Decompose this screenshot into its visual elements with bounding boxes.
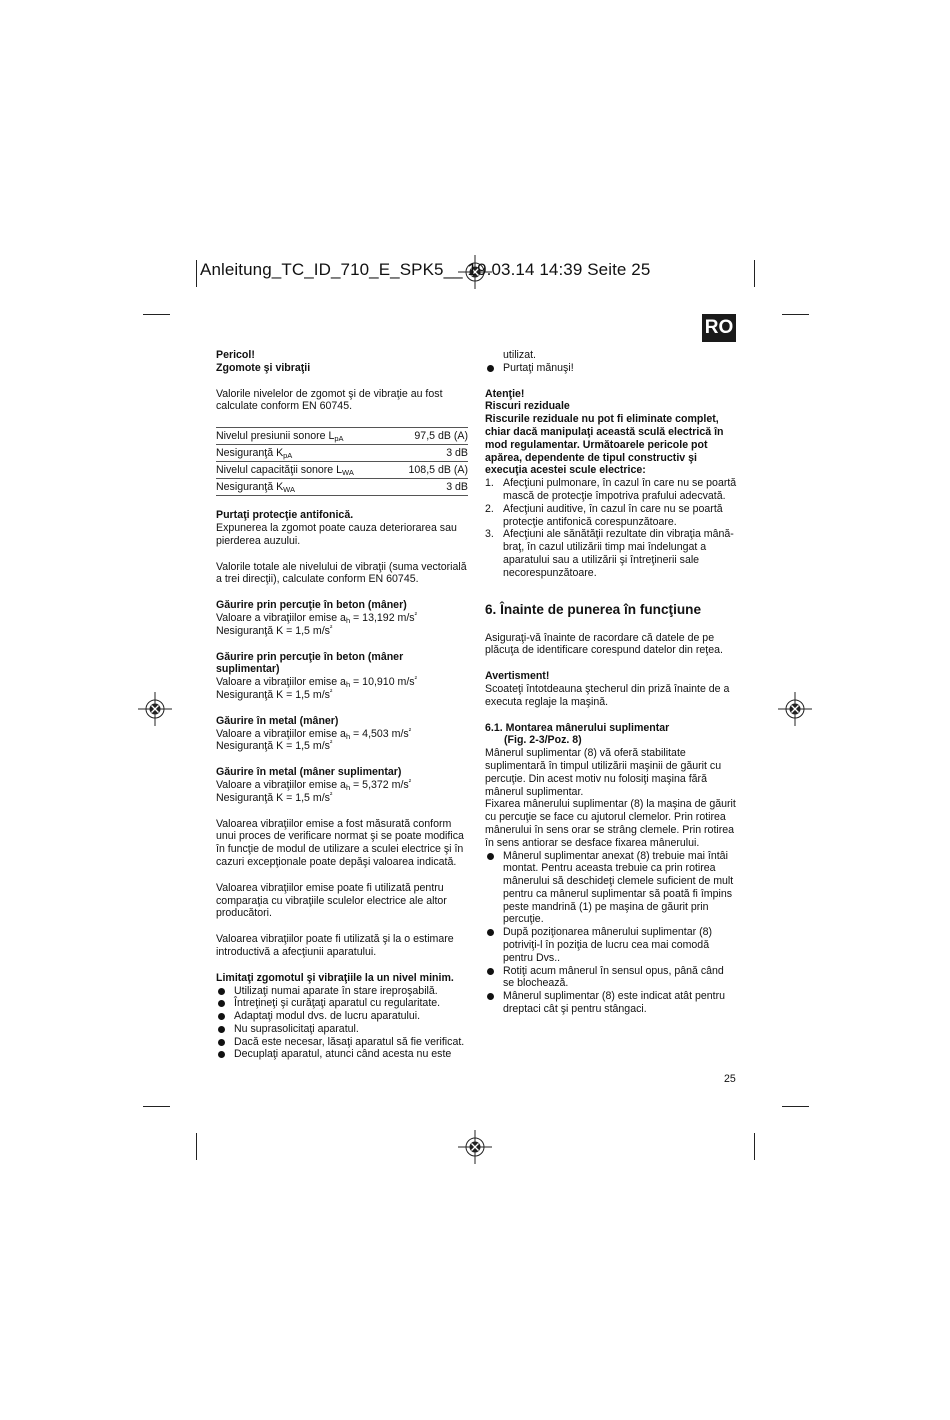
paragraph: Valoarea vibraţiilor emise a fost măsurată conform unui proces de verificare normat şi se poate modifica în funcţie de modul de utilizare a sculei electrice şi în cazuri excepţionale poate depăşi valoarea indicată. xyxy=(216,817,464,868)
crop-mark xyxy=(754,260,755,287)
crop-mark xyxy=(143,1106,170,1107)
continued-text: utilizat. xyxy=(503,349,536,361)
subsection-title-line2: (Fig. 2-3/Poz. 8) xyxy=(504,734,582,747)
subsection-text: Mânerul suplimentar (8) vă oferă stabilitate suplimentară în timpul utilizării maşinii de găurit cu percuţie. Din acest motiv nu folosiţi maşina fără mânerul suplimentar. xyxy=(485,747,722,798)
section-text: Asiguraţi-vă înainte de racordare că datele de pe plăcuţa de identificare corespund datelor din reţea. xyxy=(485,631,723,657)
slug-time: 14:39 xyxy=(539,260,583,279)
table-row: Nivelul capacităţii sonore $L_{WA}$ 108,5 dB (A) xyxy=(216,462,468,479)
list-item: Mânerul suplimentar anexat (8) trebuie mai întâi montat. Pentru aceasta trebuie ca prin rotirea mânerului să deschideţi clemele suficient de mult pentru ca mânerul suplimentar să poată fi împins peste mandrină (1) pe maşina de găurit prin percuţie. xyxy=(485,850,737,927)
table-row: Nesiguranţă $K_{WA}$ 3 dB xyxy=(216,479,468,496)
vibration-block-title: Găurire în metal (mâner suplimentar) xyxy=(216,766,402,779)
table-value: 97,5 dB (A) xyxy=(392,428,468,445)
crop-mark xyxy=(782,1106,809,1107)
table-value: 3 dB xyxy=(392,445,468,462)
page-number: 25 xyxy=(724,1073,736,1085)
intro-text: Valorile nivelelor de zgomot şi de vibraţie au fost calculate conform EN 60745. xyxy=(216,387,443,413)
subsection-text: Fixarea mânerului suplimentar (8) la maşina de găurit cu percuţie se face cu ajutorul clemelor. Prin rotirea mânerului în sens orar se strâng clemele. Prin rotirea în sens antiorar se desface fixarea mânerului. xyxy=(485,798,736,849)
list-item: Purtaţi mănuşi! xyxy=(485,362,737,375)
table-label: Nivelul presiunii sonore L xyxy=(216,430,335,443)
right-column xyxy=(485,349,737,1016)
vibration-total-text: Valorile totale ale nivelului de vibraţii (suma vectorială a trei direcţii), calculate conform EN 60745. xyxy=(216,560,467,586)
residual-title: Riscuri reziduale xyxy=(485,400,570,413)
table-value: 108,5 dB (A) xyxy=(392,462,468,479)
vibration-emission: Valoare a vibraţiilor emise $a_h = 4,503$ $m/s^{^2}$ xyxy=(216,727,412,741)
table-label: Nesiguranţă K xyxy=(216,481,284,494)
crop-mark xyxy=(196,1133,197,1160)
list-item: Întreţineţi şi curăţaţi aparatul cu regularitate. xyxy=(216,997,468,1010)
noise-table xyxy=(216,427,468,496)
vibration-emission: Valoare a vibraţiilor emise $a_h = 10,910$ $m/s^{^2}$ xyxy=(216,676,417,690)
paragraph: Valoarea vibraţiilor poate fi utilizată şi la o estimare introductivă a afecţiunii aparatului. xyxy=(216,933,454,958)
language-tab: RO xyxy=(702,314,736,342)
vibration-uncertainty: Nesiguranţă K = 1,5 $m/s^{^2}$ xyxy=(216,624,333,637)
list-item: Decuplaţi aparatul, atunci când acesta nu este xyxy=(216,1048,468,1061)
list-item: Rotiţi acum mânerul în sensul opus, până când se blochează. xyxy=(485,965,737,991)
list-item: 3. Afecţiuni ale sănătăţii rezultate din vibraţia mână-braţ, în cazul utilizării timp mai îndelungat a aparatului sau a utilizării şi întreţinerii sale necorespunzătoare. xyxy=(485,528,734,579)
warning-text: Scoateţi întotdeauna ştecherul din priză înainte de a executa reglaje la maşină. xyxy=(485,682,730,708)
list-item: Mânerul suplimentar (8) este indicat atât pentru dreptaci cât şi pentru stângaci. xyxy=(485,990,737,1016)
attention-title: Atenţie! xyxy=(485,387,525,400)
list-item: Dacă este necesar, lăsaţi aparatul să fie verificat. xyxy=(216,1036,468,1049)
vibration-emission: Valoare a vibraţiilor emise $a_h = 5,372$ $m/s^{^2}$ xyxy=(216,778,412,792)
table-label: Nivelul capacităţii sonore L xyxy=(216,464,343,477)
subsection-title: 6.1. Montarea mânerului suplimentar xyxy=(485,721,670,734)
registration-mark-icon xyxy=(138,692,172,726)
table-value: 3 dB xyxy=(392,479,468,496)
steps-list xyxy=(485,850,737,1016)
list-item: Adaptaţi modul dvs. de lucru aparatului. xyxy=(216,1010,468,1023)
table-label: Nesiguranţă K xyxy=(216,447,284,460)
danger-title: Pericol! xyxy=(216,349,255,361)
paragraph: Valoarea vibraţiilor emise poate fi utilizată pentru comparaţia cu vibraţiile sculelor electrice ale altor producători. xyxy=(216,881,447,920)
left-column xyxy=(216,349,468,1061)
table-row: Nivelul presiunii sonore $L_{pA}$ 97,5 dB (A) xyxy=(216,428,468,445)
registration-mark-icon xyxy=(778,692,812,726)
slug-date: 19.03.14 xyxy=(467,260,535,279)
vibration-uncertainty: Nesiguranţă K = 1,5 $m/s^{^2}$ xyxy=(216,791,333,804)
risk-list xyxy=(485,477,737,579)
warning-title: Avertisment! xyxy=(485,670,550,683)
table-row: Nesiguranţă $K_{pA}$ 3 dB xyxy=(216,445,468,462)
slug-page: Seite 25 xyxy=(587,260,651,279)
protection-text: Expunerea la zgomot poate cauza deteriorarea sau pierderea auzului. xyxy=(216,521,457,547)
crop-mark xyxy=(754,1133,755,1160)
protection-title: Purtaţi protecţie antifonică. xyxy=(216,509,354,522)
crop-mark xyxy=(143,314,170,315)
section-title: 6. Înainte de punerea în funcţiune xyxy=(485,601,702,617)
list-item: După poziţionarea mânerului suplimentar (8) potriviţi-l în poziţia de lucru cea mai comodă pentru Dvs.. xyxy=(485,926,737,964)
registration-mark-icon xyxy=(458,1130,492,1164)
limit-list xyxy=(216,985,468,1062)
list-item: Nu suprasolicitaţi aparatul. xyxy=(216,1023,468,1036)
danger-subtitle: Zgomote şi vibraţii xyxy=(216,361,311,374)
slug-file: Anleitung_TC_ID_710_E_SPK5__ xyxy=(200,260,463,279)
vibration-emission: Valoare a vibraţiilor emise $a_h = 13,192$ $m/s^{^2}$ xyxy=(216,611,417,625)
crop-mark xyxy=(782,314,809,315)
list-item: 1. Afecţiuni pulmonare, în cazul în care nu se poartă mască de protecţie împotriva prafului adecvată. xyxy=(485,477,737,502)
vibration-uncertainty: Nesiguranţă K = 1,5 $m/s^{^2}$ xyxy=(216,688,333,701)
vibration-block-title: Găurire prin percuţie în beton (mâner) xyxy=(216,599,407,612)
print-slug xyxy=(200,260,650,280)
vibration-uncertainty: Nesiguranţă K = 1,5 $m/s^{^2}$ xyxy=(216,740,333,753)
list-item: Utilizaţi numai aparate în stare ireproşabilă. xyxy=(216,985,468,998)
vibration-block-title: Găurire în metal (mâner) xyxy=(216,714,339,727)
residual-text: Riscurile reziduale nu pot fi eliminate complet, chiar dacă manipulaţi această sculă electrică în mod regulamentar. Următoarele pericole pot apărea, dependente de tipul constructiv şi execuţia acestei scule electrice: xyxy=(485,413,724,477)
vibration-block-title: Găurire prin percuţie în beton (mâner suplimentar) xyxy=(216,650,404,676)
list-item: 2. Afecţiuni auditive, în cazul în care nu se poartă protecţie antifonică corespunzătoare. xyxy=(485,502,723,528)
limit-title: Limitaţi zgomotul şi vibraţiile la un nivel minim. xyxy=(216,971,454,984)
crop-mark xyxy=(196,260,197,287)
